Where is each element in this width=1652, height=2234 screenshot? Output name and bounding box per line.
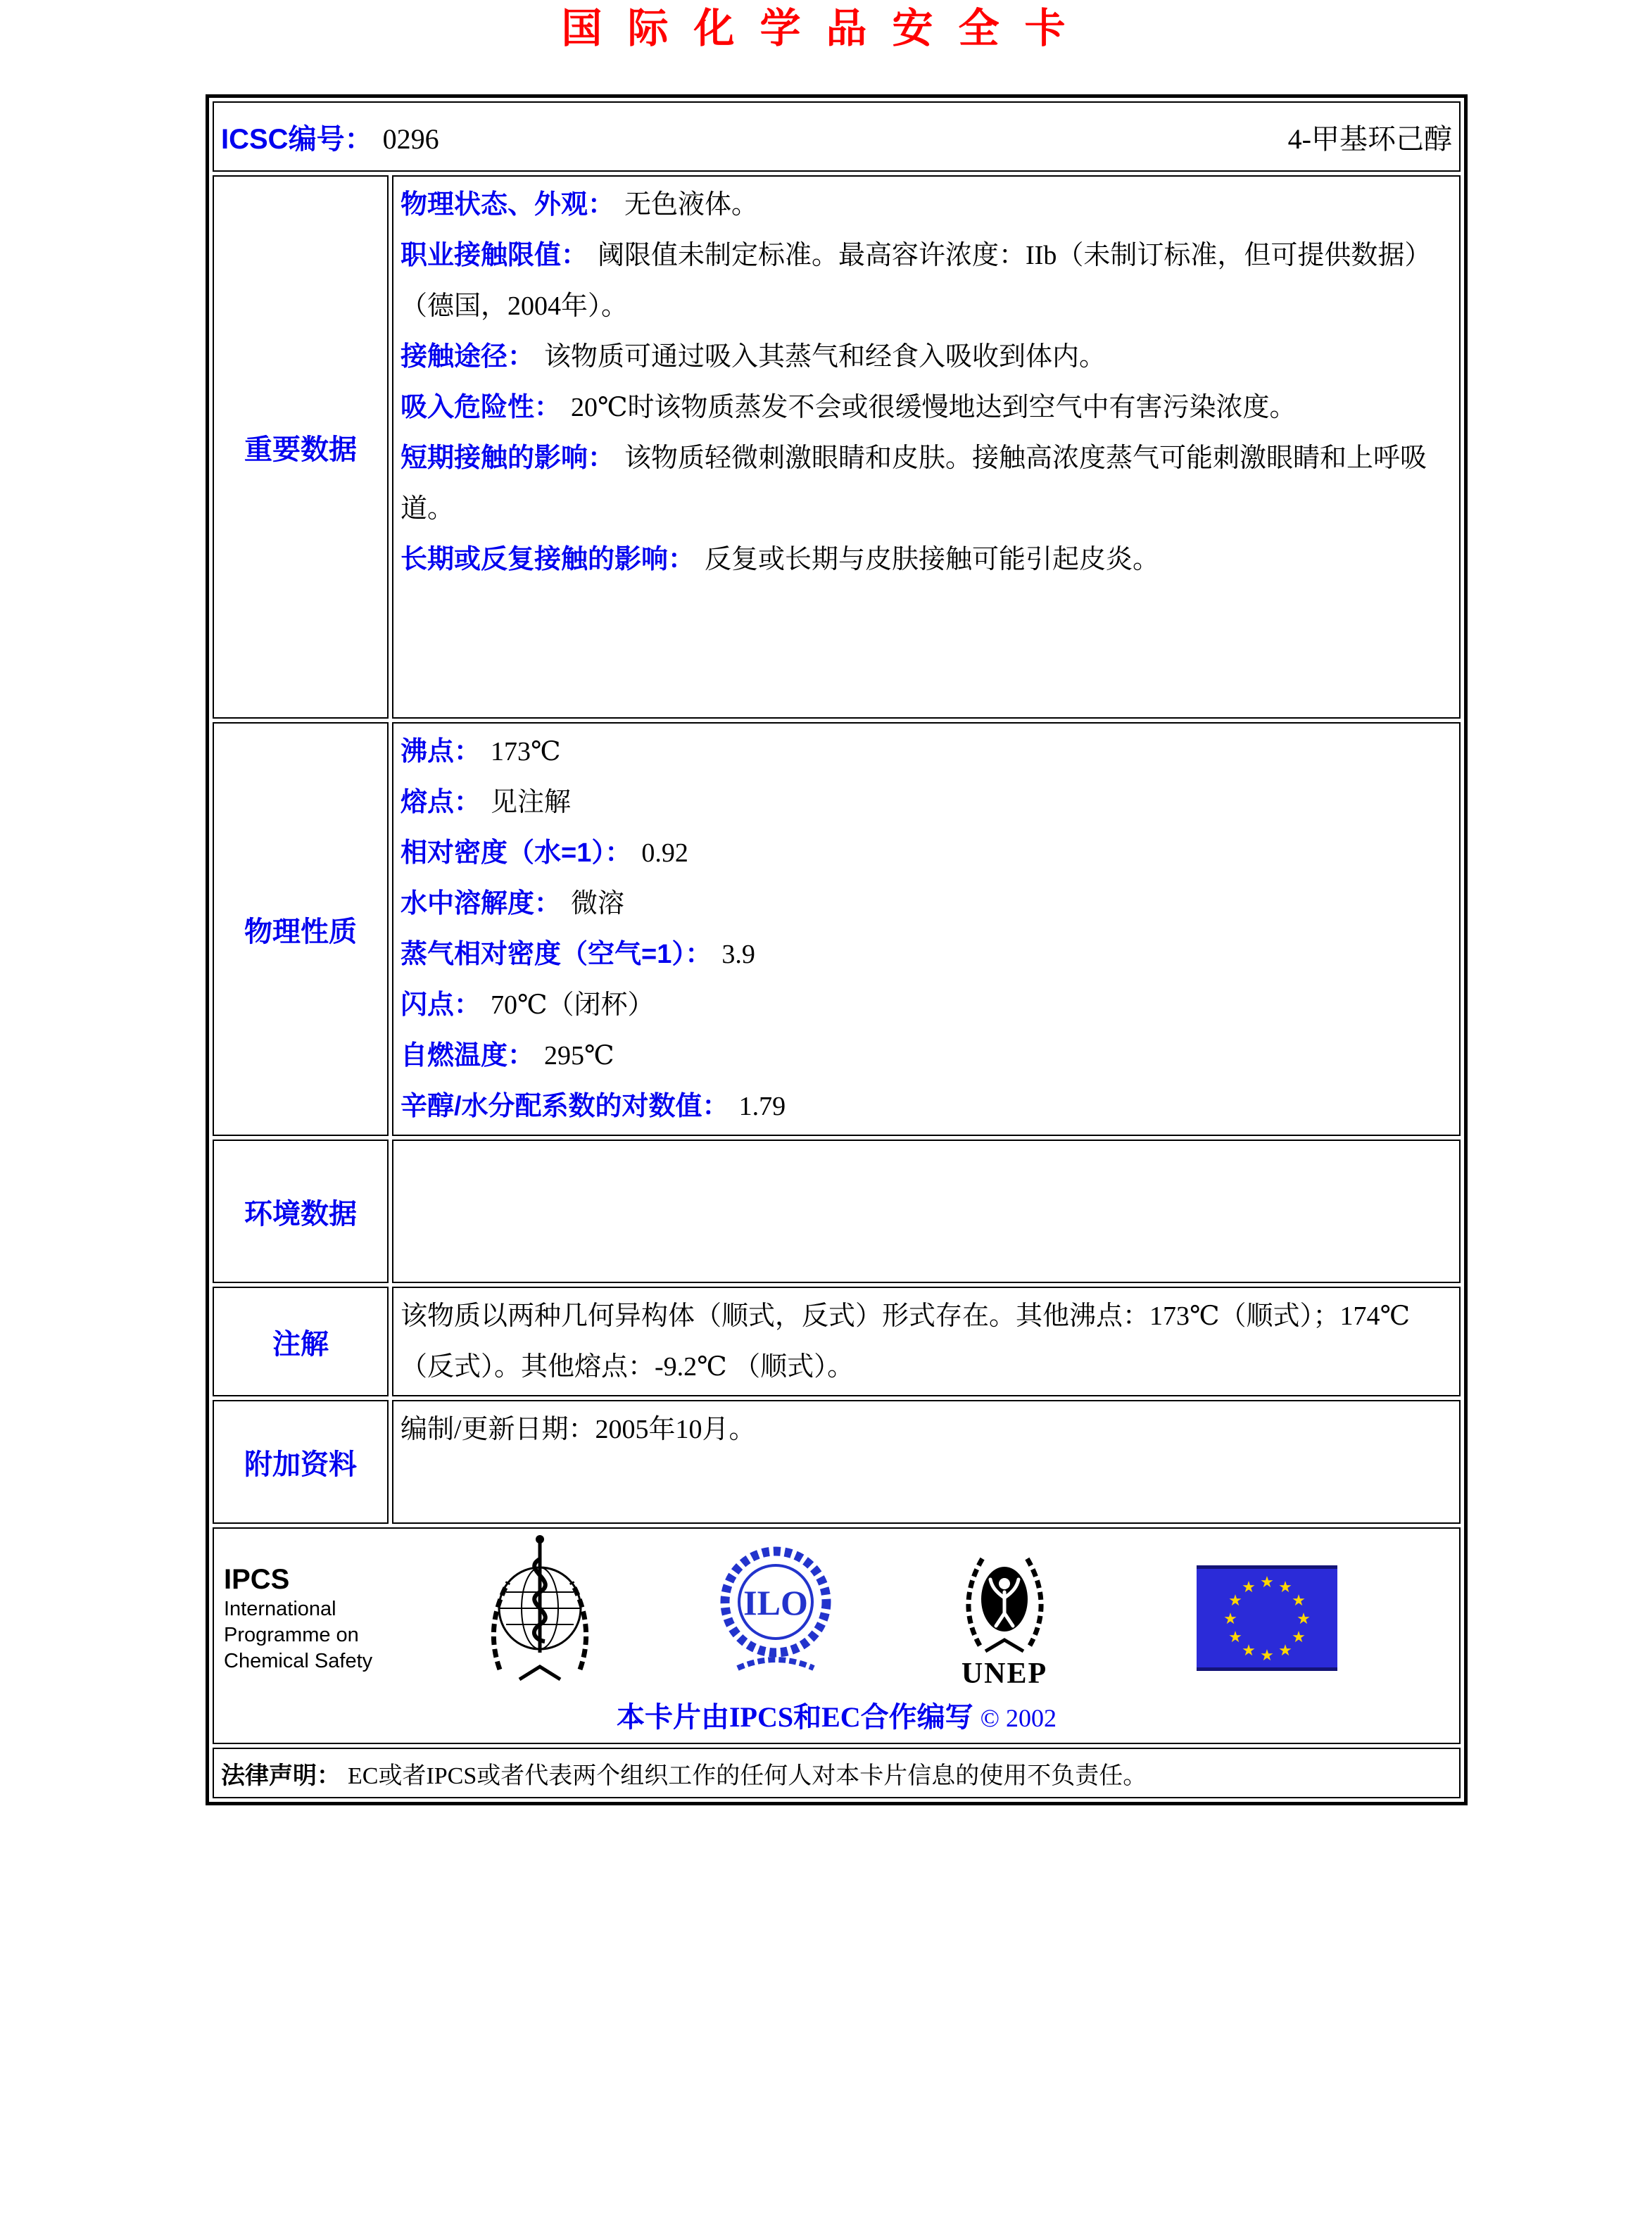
svg-text:★: ★ xyxy=(1242,1579,1256,1596)
field-line xyxy=(401,980,1452,1030)
section-label-additional-information: 附加资料 xyxy=(213,1400,389,1524)
field-line xyxy=(401,1081,1452,1132)
field-line xyxy=(401,1030,1452,1081)
ipcs-subtitle-line2: Programme on xyxy=(224,1624,359,1646)
page-title: 国际化学品安全卡 xyxy=(561,6,1091,51)
field-line xyxy=(401,382,1452,433)
svg-text:★: ★ xyxy=(1297,1610,1311,1628)
field-key: 相对密度（水=1）： xyxy=(401,838,632,868)
field-key: 蒸气相对密度（空气=1）： xyxy=(401,940,712,969)
ipcs-subtitle-line3: Chemical Safety xyxy=(224,1650,373,1672)
section-label-physical-properties: 物理性质 xyxy=(213,722,389,1136)
unep-emblem-icon xyxy=(945,1534,1064,1689)
row-notes xyxy=(213,1287,1461,1396)
field-value: 1.79 xyxy=(738,1092,786,1121)
chemical-name: 4-甲基环己醇 xyxy=(1287,122,1452,155)
svg-text:★: ★ xyxy=(1278,1642,1292,1660)
copyright-year: © 2002 xyxy=(980,1704,1057,1732)
svg-text:★: ★ xyxy=(1228,1592,1242,1610)
field-line xyxy=(401,929,1452,980)
section-label-notes: 注解 xyxy=(213,1287,389,1396)
row-environmental-data xyxy=(213,1140,1461,1283)
legal-text: EC或者IPCS或者代表两个组织工作的任何人对本卡片信息的使用不负责任。 xyxy=(348,1762,1147,1789)
ilo-emblem-icon xyxy=(718,1540,834,1684)
field-key: 熔点： xyxy=(401,788,481,817)
field-value: 无色液体。 xyxy=(624,190,759,220)
ipcs-title: IPCS xyxy=(224,1564,290,1595)
field-value: 反复或长期与皮肤接触可能引起皮炎。 xyxy=(705,545,1160,574)
svg-text:★: ★ xyxy=(1292,1592,1306,1610)
icsc-card xyxy=(206,94,1468,1805)
field-value: 0.92 xyxy=(641,838,688,868)
row-additional-information xyxy=(213,1400,1461,1524)
svg-text:★: ★ xyxy=(1260,1574,1274,1591)
field-value: 该物质以两种几何异构体（顺式，反式）形式存在。其他沸点：173℃（顺式）；174℃（反式）。其他熔点：-9.2℃ （顺式）。 xyxy=(401,1301,1411,1382)
legal-cell xyxy=(213,1748,1461,1798)
row-physical-properties xyxy=(213,722,1461,1136)
svg-text:★: ★ xyxy=(1242,1642,1256,1660)
field-line xyxy=(401,1291,1452,1392)
eu-flag-icon xyxy=(1197,1565,1337,1674)
field-line xyxy=(401,230,1452,332)
field-line xyxy=(401,726,1452,777)
field-line xyxy=(401,179,1452,230)
header-cell xyxy=(213,101,1461,172)
field-value: 295℃ xyxy=(544,1041,614,1071)
field-key: 沸点： xyxy=(401,737,481,766)
svg-text:★: ★ xyxy=(1260,1647,1274,1665)
who-emblem-icon xyxy=(473,1534,607,1689)
field-line xyxy=(401,332,1452,382)
field-value: 微溶 xyxy=(571,889,625,919)
icsc-number xyxy=(221,117,439,157)
field-value: 编制/更新日期：2005年10月。 xyxy=(401,1415,756,1444)
field-value: 20℃时该物质蒸发不会或很缓慢地达到空气中有害污染浓度。 xyxy=(571,393,1297,422)
field-key: 吸入危险性： xyxy=(401,393,562,422)
section-content-important-data xyxy=(392,175,1461,719)
section-content-environmental-data xyxy=(392,1140,1461,1283)
unep-label: UNEP xyxy=(961,1658,1048,1690)
icsc-number-value: 0296 xyxy=(382,122,439,155)
field-key: 长期或反复接触的影响： xyxy=(401,545,695,574)
field-key: 闪点： xyxy=(401,990,481,1020)
copyright-text xyxy=(214,1695,1459,1735)
field-value: 该物质可通过吸入其蒸气和经食入吸收到体内。 xyxy=(544,342,1106,372)
section-content-notes xyxy=(392,1287,1461,1396)
field-key: 自燃温度： xyxy=(401,1041,535,1071)
svg-text:★: ★ xyxy=(1223,1610,1237,1628)
field-value: 阈限值未制定标准。最高容许浓度：IIb（未制订标准，但可提供数据）（德国，2004年）。 xyxy=(401,241,1432,321)
ipcs-logo-text xyxy=(224,1563,400,1674)
field-value: 70℃（闭杯） xyxy=(491,990,655,1020)
field-key: 水中溶解度： xyxy=(401,889,562,919)
field-line xyxy=(401,878,1452,929)
field-value: 173℃ xyxy=(491,737,561,766)
row-logos xyxy=(213,1527,1461,1744)
field-value: 见注解 xyxy=(491,788,572,817)
svg-text:★: ★ xyxy=(1292,1629,1306,1646)
icsc-number-label: ICSC编号： xyxy=(221,123,373,155)
section-content-additional-information xyxy=(392,1400,1461,1524)
svg-text:★: ★ xyxy=(1228,1629,1242,1646)
logos-cell xyxy=(213,1527,1461,1744)
field-key: 辛醇/水分配系数的对数值： xyxy=(401,1092,729,1121)
field-line xyxy=(401,777,1452,828)
copyright-label: 本卡片由IPCS和EC合作编写 xyxy=(616,1701,973,1733)
row-legal-notice xyxy=(213,1748,1461,1798)
field-value: 该物质轻微刺激眼睛和皮肤。接触高浓度蒸气可能刺激眼睛和上呼吸道。 xyxy=(401,443,1427,524)
section-content-physical-properties xyxy=(392,722,1461,1136)
field-line xyxy=(401,433,1452,534)
field-line xyxy=(401,828,1452,878)
svg-text:★: ★ xyxy=(1278,1579,1292,1596)
header-row xyxy=(213,101,1461,172)
field-value: 3.9 xyxy=(721,940,755,969)
legal-label: 法律声明： xyxy=(221,1762,341,1789)
field-line xyxy=(401,534,1452,585)
field-key: 职业接触限值： xyxy=(401,241,588,270)
field-key: 短期接触的影响： xyxy=(401,443,615,473)
section-label-environmental-data: 环境数据 xyxy=(213,1140,389,1283)
ipcs-subtitle-line1: International xyxy=(224,1598,336,1620)
field-key: 物理状态、外观： xyxy=(401,190,615,220)
row-important-data xyxy=(213,175,1461,719)
section-label-important-data: 重要数据 xyxy=(213,175,389,719)
svg-text:ILO: ILO xyxy=(743,1583,808,1622)
field-line xyxy=(401,1404,1452,1455)
icsc-table xyxy=(206,94,1468,1805)
field-key: 接触途径： xyxy=(401,342,535,372)
